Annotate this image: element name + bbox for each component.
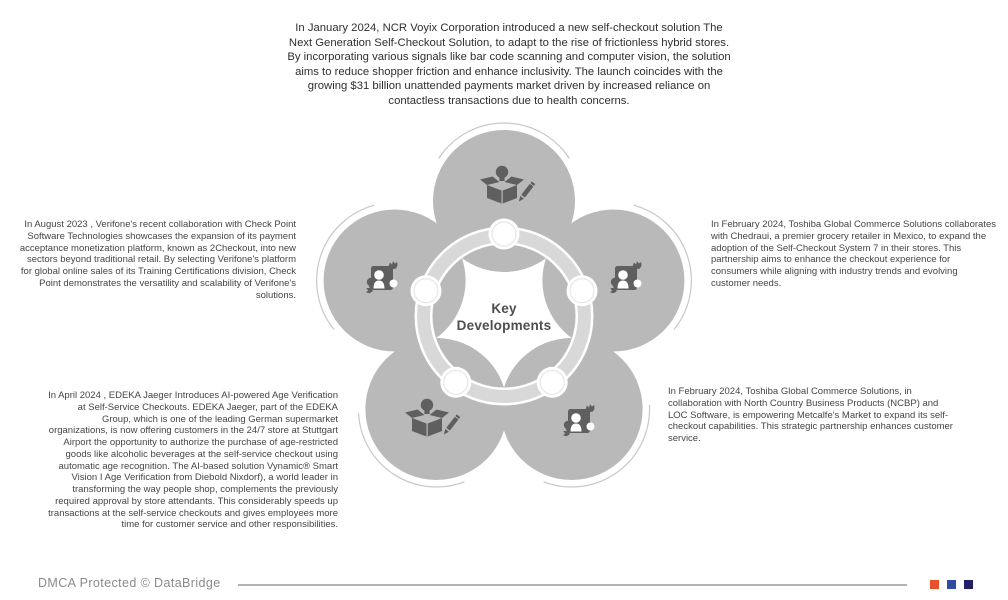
diagram-center-label xyxy=(457,301,552,333)
svg-text:Developments: Developments xyxy=(456,318,552,333)
note-august-2023-verifone: In August 2023 , Verifone's recent collaboration with Check Point Software Technologies showcases the expansion of its payment acceptance monetization platform, known as 2Checkout, into new sectors beyond traditional retail. By selecting Verifone's platform for global online sales of its Training Certifications division, Check Point demonstrates the versatility and scalability of Verifone's solutions. xyxy=(19,219,296,301)
ring-node xyxy=(411,275,442,306)
brand-logo-squares xyxy=(930,580,973,589)
ring-node xyxy=(567,275,598,306)
ring-node xyxy=(440,367,471,398)
ring-node xyxy=(537,367,568,398)
intro-paragraph: In January 2024, NCR Voyix Corporation introduced a new self-checkout solution The Next Generation Self-Checkout Solution, to adapt to the rise of frictionless hybrid stores. By incorporating various signals like bar code scanning and computer vision, the solution aims to reduce shopper friction and enhance inclusivity. The launch coincides with the growing $31 billion unattended payments market driven by increased reliance on contactless transactions due to health concerns. xyxy=(287,22,731,107)
note-february-2024-ncbp: In February 2024, Toshiba Global Commerce Solutions, in collaboration with North Country Business Products (NCBP) and LOC Software, is empowering Metcalfe's Market to expand its self-checkout capabilities. This strategic partnership enhances customer service. xyxy=(668,386,953,445)
dmca-protected-label: DMCA Protected © DataBridge xyxy=(38,576,221,590)
brand-square xyxy=(930,580,939,589)
note-april-2024-edeka: In April 2024 , EDEKA Jaeger Introduces AI-powered Age Verification at Self-Service Checkouts. EDEKA Jaeger, part of the EDEKA Group, which is one of the leading German supermarket organizations, is now offering customers in the 24/7 store at Stuttgart Airport the opportunity to authorize the purchase of age-restricted goods like alcoholic beverages at the self-service checkout using automatic age recognition. The AI-based solution Vynamic® Smart Vision I Age Verification from Diebold Nixdorf), a world leader in transforming the way people shop, complements the previously required approval by store attendants. This considerably speeds up transactions at the self-service checkouts and gives employees more time for customer service and other responsibilities. xyxy=(48,390,338,531)
key-developments-diagram xyxy=(304,116,704,516)
footer-divider xyxy=(238,584,907,586)
brand-square xyxy=(947,580,956,589)
ring-node xyxy=(489,219,520,250)
note-february-2024-chedraui: In February 2024, Toshiba Global Commerce Solutions collaborates with Chedraui, a premier grocery retailer in Mexico, to expand the adoption of the Self-Checkout System 7 in their stores. This partnership aims to enhance the checkout experience for consumers while aligning with industry trends and evolving customer needs. xyxy=(711,219,996,289)
svg-text:Key: Key xyxy=(491,301,517,316)
brand-square xyxy=(964,580,973,589)
